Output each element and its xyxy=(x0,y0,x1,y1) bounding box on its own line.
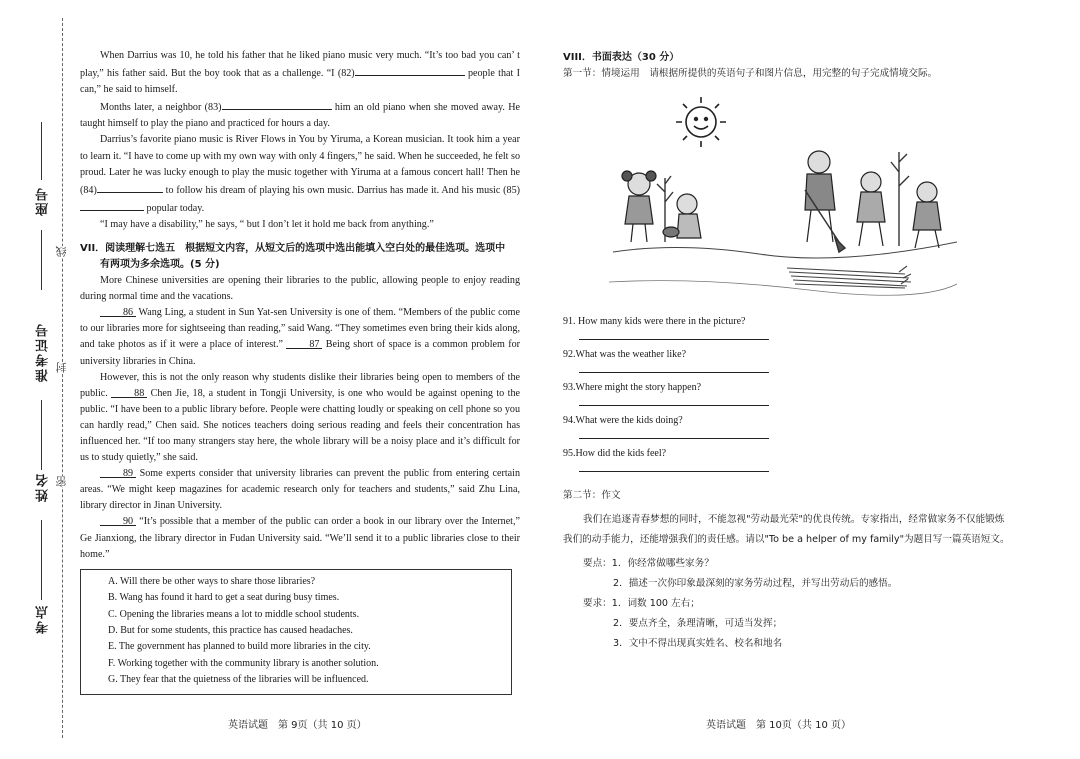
question-94: 94.What were the kids doing? xyxy=(563,415,683,426)
kid-figure xyxy=(857,172,885,246)
left-column xyxy=(80,48,520,695)
option-a: A. Will there be other ways to share those libraries? xyxy=(108,575,316,587)
part1-instruction: 第一节：情境运用 请根据所提供的英语句子和图片信息，用完整的句子完成情境交际。 xyxy=(563,68,938,79)
question-92: 92.What was the weather like? xyxy=(563,349,687,360)
kid-figure xyxy=(622,171,656,242)
passage-paragraph: 90 “It’s possible that a member of the public can order a book in our library over the Internet,” Ge Jianxiong, the library director in Fudan University said. “We’ll send it to a public libraries close to their home.” xyxy=(80,516,520,560)
part2-title: 第二节：作文 xyxy=(563,490,621,501)
seat-number-label: 座号 xyxy=(36,186,51,216)
passage-paragraph: However, this is not the only reason why students dislike their libraries being open to members of the public. 88 Chen Jie, 18, a student in Tongji University, is one who would be against opening to the public. “I have been to a public library before. People were chatting loudly or speaking on cell phone so you can hardly read,” Chen said. She notices teachers doing serious reading and feels their concentration has influenced her. “If too many strangers stay here, the whole library will be a noisy place and it’s difficult for us to study quietly,” she said. xyxy=(80,371,520,464)
exam-site-label: 考点 xyxy=(36,604,51,634)
cut-mark-mi: 密 xyxy=(55,476,68,487)
passage-paragraph: Months later, a neighbor (83) him an old piano when she moved away. He taught himself to play the piano and practiced for hours a day. xyxy=(80,98,520,132)
blank-87[interactable]: 87 xyxy=(286,337,322,349)
fill-line xyxy=(41,520,42,600)
option-d: D. But for some students, this practice has caused headaches. xyxy=(108,624,353,636)
passage-paragraph: 86 Wang Ling, a student in Sun Yat-sen University is one of them. “Members of the public come to our libraries more for sightseeing than reading,” said Wang. “They sometimes even bring their kids along, and take photos as if it were a place of interest.” 87 Being short of space is a common problem for university libraries in China. xyxy=(80,307,520,367)
option-b: B. Wang has found it hard to get a seat during busy times. xyxy=(108,592,340,604)
blank-90[interactable]: 90 xyxy=(100,514,136,526)
options-box xyxy=(80,569,512,695)
passage-paragraph: 89 Some experts consider that university libraries can prevent the public from entering certain areas. “We might keep magazines for academic research only for teachers and students,” said Zhu Lina, library director in Jinan University. xyxy=(80,468,520,512)
binding-margin xyxy=(0,0,70,759)
answer-line-93[interactable] xyxy=(579,395,769,406)
exam-id-label: 准考证号 xyxy=(36,322,51,382)
question-95: 95.How did the kids feel? xyxy=(563,448,667,459)
option-g: G. They fear that the quietness of the libraries will be influenced. xyxy=(108,674,369,686)
question-93: 93.Where might the story happen? xyxy=(563,382,702,393)
kid-figure xyxy=(913,182,941,248)
option-c: C. Opening the libraries means a lot to middle school students. xyxy=(108,608,360,620)
question-91: 91. How many kids were there in the picture? xyxy=(563,316,746,327)
section7-title: VII．阅读理解七选五 根据短文内容，从短文后的选项中选出能填入空白处的最佳选项。选项中 有两项为多余选项。(5 分) xyxy=(80,243,506,271)
blank-89[interactable]: 89 xyxy=(100,466,136,478)
blank-83[interactable] xyxy=(222,98,332,110)
fill-line xyxy=(41,400,42,470)
passage-paragraph: More Chinese universities are opening their libraries to the public, allowing people to enjoy reading during normal time and the vacations. xyxy=(80,275,520,303)
option-f: F. Working together with the community library is another solution. xyxy=(108,657,379,669)
fill-line xyxy=(41,230,42,290)
page-footer-left: 英语试题 第 9页（共 10 页） xyxy=(228,720,367,731)
right-column xyxy=(563,50,1013,654)
section8-title: VIII．书面表达（30 分） xyxy=(563,52,680,63)
answer-line-91[interactable] xyxy=(579,329,769,340)
essay-points: 要点：1．你经常做哪些家务？ 2．描述一次你印象最深刻的家务劳动过程，并写出劳动后的感悟。 要求：1．词数 100 左右； 2．要点齐全，条理清晰，可适当发挥； 3．文中不得出现真实姓名、校名和地名 xyxy=(583,558,898,649)
page-footer-right: 英语试题 第 10页（共 10 页） xyxy=(706,720,851,731)
answer-line-95[interactable] xyxy=(579,461,769,472)
cut-line xyxy=(62,18,63,738)
cut-mark-xian: 线 xyxy=(55,246,68,257)
blank-84[interactable] xyxy=(97,181,163,193)
essay-intro: 我们在追逐青春梦想的同时，不能忽视"劳动最光荣"的优良传统。专家指出，经常做家务不仅能锻炼我们的动手能力，还能增强我们的责任感。请以"To be a helper of my family"为题目写一篇英语短文。 xyxy=(563,514,1010,545)
blank-86[interactable]: 86 xyxy=(100,305,136,317)
passage-paragraph: When Darrius was 10, he told his father that he liked piano music very much. “It’s too bad you can’ t play,” his father said. But the boy took that as a challenge. “I (82) people that I can,” he said to himself. xyxy=(80,50,520,96)
answer-line-92[interactable] xyxy=(579,362,769,373)
tree-planting-picture xyxy=(609,92,957,302)
blank-82[interactable] xyxy=(355,64,465,76)
sun-icon xyxy=(676,97,726,147)
option-e: E. The government has planned to build more libraries in the city. xyxy=(108,641,371,653)
passage-paragraph: Darrius’s favorite piano music is River Flows in You by Yiruma, a Korean musician. It took him a year to learn it. “I have to come up with my own way with only 4 fingers,” he said. When he succeeded, he felt so proud. Later he was lucky enough to play the music together with Yiruma at a famous concert hall! Then he (84) to follow his dream of playing his own music. Darrius has made it. And his music (85) popular today. xyxy=(80,134,520,214)
blank-85[interactable] xyxy=(80,199,144,211)
cut-mark-feng: 封 xyxy=(55,362,68,373)
answer-line-94[interactable] xyxy=(579,428,769,439)
fill-line xyxy=(41,122,42,180)
passage-paragraph: “I may have a disability,” he says, “ but I don’t let it hold me back from anything.” xyxy=(100,218,434,230)
saplings-pile xyxy=(787,266,911,288)
name-label: 姓名 xyxy=(36,472,51,502)
kid-figure xyxy=(663,194,701,238)
blank-88[interactable]: 88 xyxy=(111,386,147,398)
tree-sapling xyxy=(891,152,909,246)
